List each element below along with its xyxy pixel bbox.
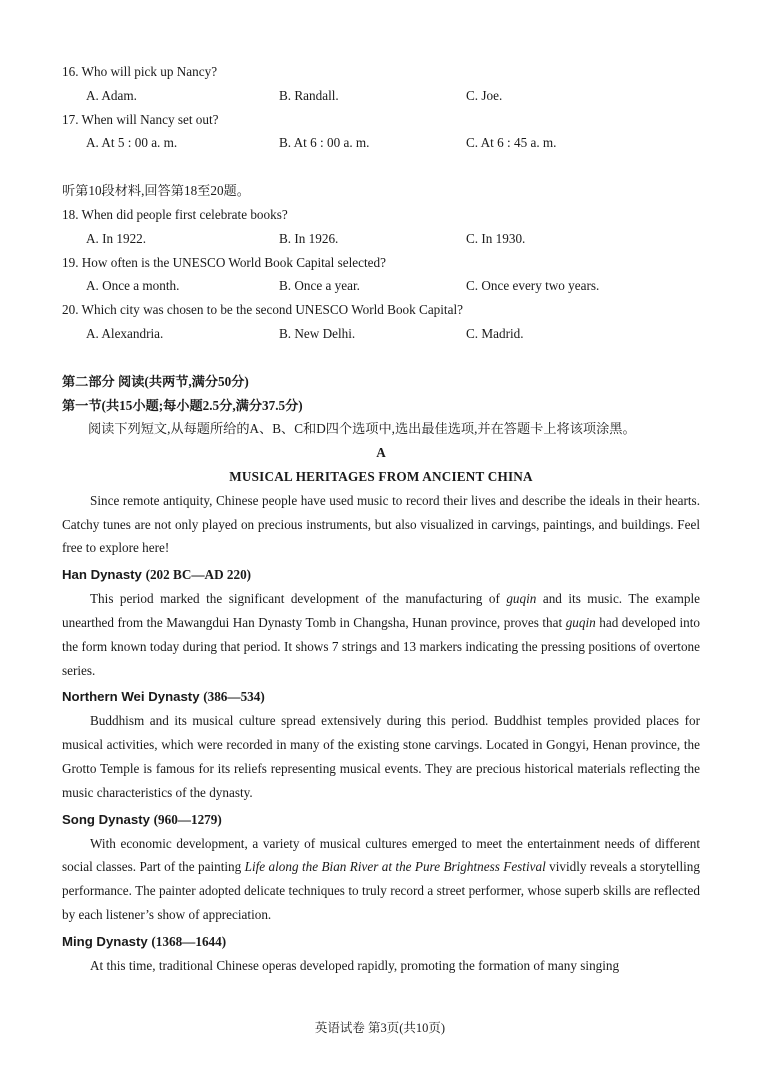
dynasty-dates: (386—534) bbox=[203, 689, 265, 705]
option-a: A. Adam. bbox=[86, 87, 137, 103]
option-a: A. Once a month. bbox=[86, 278, 180, 294]
option-a: A. In 1922. bbox=[86, 230, 147, 246]
text-segment: had developed into the form known today during that period. It shows 7 strings and 13 markers indicating the pressing positions of overtone series. bbox=[62, 614, 701, 678]
question-20-options bbox=[62, 322, 700, 346]
dynasty-dates: (1368—1644) bbox=[151, 933, 227, 949]
text-segment: With economic development, a variety of musical cultures emerged to meet the entertainment needs of different social classes. Part of the painting bbox=[62, 835, 700, 875]
northern-wei-heading bbox=[62, 684, 700, 709]
option-a: A. Alexandria. bbox=[86, 325, 164, 341]
question-19: 19. How often is the UNESCO World Book Capital selected? bbox=[62, 254, 386, 270]
passage-letter: A bbox=[376, 445, 386, 461]
question-20: 20. Which city was chosen to be the second UNESCO World Book Capital? bbox=[62, 302, 463, 318]
dynasty-name: Ming Dynasty bbox=[62, 933, 148, 949]
part-title: 第二部分 阅读(共两节,满分50分) bbox=[62, 373, 249, 389]
dynasty-dates: (202 BC—AD 220) bbox=[145, 567, 252, 583]
painting-title: Life along the Bian River at the Pure Brightness Festival bbox=[244, 859, 546, 875]
question-16-options bbox=[62, 84, 700, 108]
ming-dynasty-heading bbox=[62, 929, 700, 954]
option-b: B. Once a year. bbox=[279, 278, 360, 294]
question-17-options bbox=[62, 131, 700, 155]
question-18-options bbox=[62, 227, 700, 251]
option-a: A. At 5 : 00 a. m. bbox=[86, 135, 178, 151]
option-b: B. New Delhi. bbox=[279, 325, 356, 341]
han-dynasty-heading bbox=[62, 562, 700, 587]
section-title: 第一节(共15小题;每小题2.5分,满分37.5分) bbox=[62, 397, 303, 413]
page-footer: 英语试卷 第3页(共10页) bbox=[314, 1021, 446, 1035]
song-dynasty-paragraph bbox=[62, 832, 700, 927]
dynasty-name: Han Dynasty bbox=[62, 567, 142, 583]
option-c: C. Joe. bbox=[466, 87, 503, 103]
option-c: C. Madrid. bbox=[466, 325, 524, 341]
term-guqin: guqin bbox=[565, 614, 596, 630]
dynasty-dates: (960—1279) bbox=[153, 811, 222, 827]
question-17: 17. When will Nancy set out? bbox=[62, 111, 219, 127]
option-b: B. At 6 : 00 a. m. bbox=[279, 135, 370, 151]
question-19-options bbox=[62, 274, 700, 298]
listening-instruction: 听第10段材料,回答第18至20题。 bbox=[62, 183, 250, 199]
song-dynasty-heading bbox=[62, 807, 700, 832]
text-segment: This period marked the significant development of the manufacturing of bbox=[90, 591, 507, 607]
ming-dynasty-paragraph: At this time, traditional Chinese operas developed rapidly, promoting the formation of many singing bbox=[90, 957, 620, 973]
term-guqin: guqin bbox=[506, 591, 537, 607]
option-c: C. Once every two years. bbox=[466, 278, 600, 294]
passage-title: MUSICAL HERITAGES FROM ANCIENT CHINA bbox=[229, 468, 533, 484]
reading-instructions: 阅读下列短文,从每题所给的A、B、C和D四个选项中,选出最佳选项,并在答题卡上将该项涂黑。 bbox=[88, 421, 636, 437]
text-segment: and its music. The example unearthed from the Mawangdui Han Dynasty Tomb in Changsha, Hunan province, proves that bbox=[62, 591, 700, 630]
option-b: B. In 1926. bbox=[279, 230, 339, 246]
passage-intro: Since remote antiquity, Chinese people have used music to record their lives and describe the ideals in their hearts. Catchy tunes are not only played on precious instruments, but also visualized in carvings, paintings, and buildings. Feel free to explore here! bbox=[62, 492, 700, 556]
option-c: C. At 6 : 45 a. m. bbox=[466, 135, 557, 151]
northern-wei-paragraph: Buddhism and its musical culture spread extensively during this period. Buddhist temples provided places for musical activities, which were recorded in many of the existing stone carvings. Located in Gongyi, Henan province, the Grotto Temple is famous for its reliefs representing musical events. They are precious historical materials reflecting the music characteristics of the dynasty. bbox=[62, 713, 700, 800]
dynasty-name: Song Dynasty bbox=[62, 811, 150, 827]
dynasty-name: Northern Wei Dynasty bbox=[62, 689, 200, 705]
option-b: B. Randall. bbox=[279, 87, 339, 103]
text-segment: vividly reveals a storytelling performance. The painter adopted delicate techniques to truly record a street performer, whose superb skills are reflected by each listener’s show of appreciation. bbox=[62, 859, 700, 922]
question-16: 16. Who will pick up Nancy? bbox=[62, 64, 218, 79]
option-c: C. In 1930. bbox=[466, 230, 526, 246]
question-18: 18. When did people first celebrate books? bbox=[62, 206, 288, 222]
exam-page bbox=[62, 60, 700, 978]
han-dynasty-paragraph bbox=[62, 587, 700, 682]
